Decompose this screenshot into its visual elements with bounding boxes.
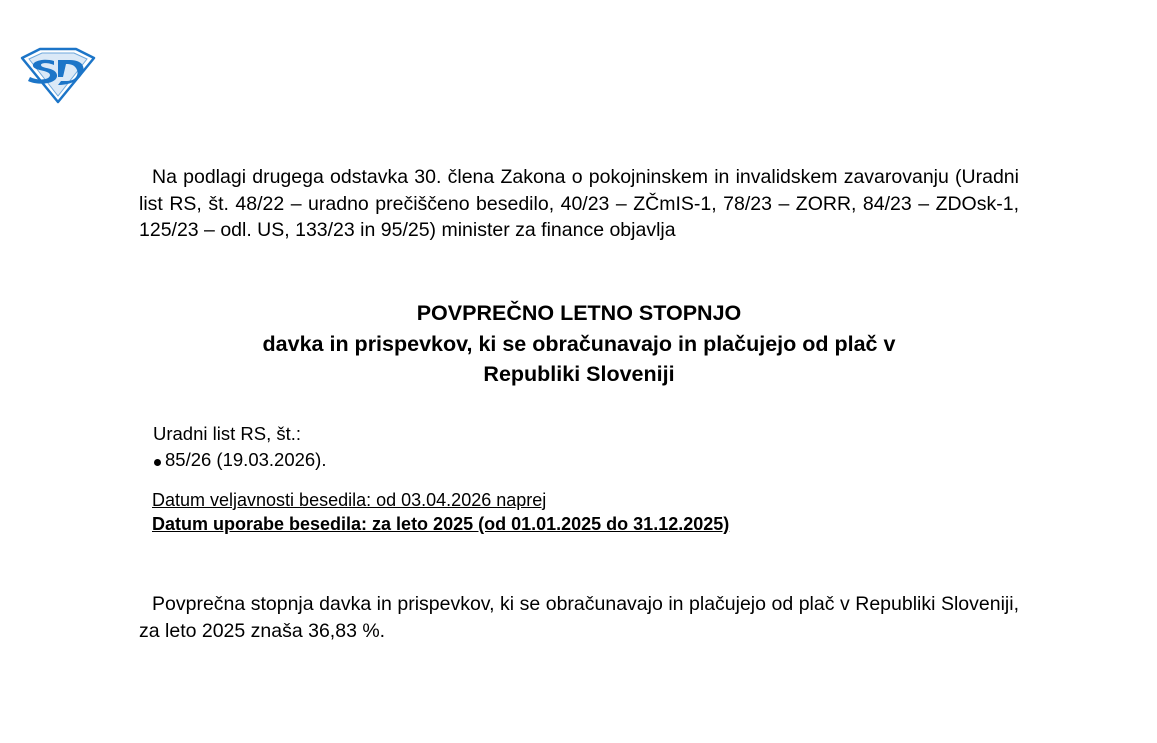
gazette-list (153, 448, 327, 472)
sd-shield-logo-icon (20, 46, 96, 104)
validity-date: Datum veljavnosti besedila: od 03.04.2026 naprej (152, 490, 547, 510)
usage-date: Datum uporabe besedila: za leto 2025 (od 01.01.2025 do 31.12.2025) (152, 514, 730, 534)
title-line-1: POVPREČNO LETNO STOPNJO (416, 301, 742, 325)
gazette-label: Uradni list RS, št.: (153, 423, 302, 444)
title-line-3: Republiki Sloveniji (483, 362, 675, 386)
result-paragraph: Povprečna stopnja davka in prispevkov, ki se obračunavajo in plačujejo od plač v Republiki Sloveniji, za leto 2025 znaša 36,83 %. (139, 593, 1019, 642)
intro-paragraph: Na podlagi drugega odstavka 30. člena Zakona o pokojninskem in invalidskem zavarovanju (Uradni list RS, št. 48/22 – uradno prečiščeno besedilo, 40/23 – ZČmIS-1, 78/23 – ZORR, 84/23 – ZDOsk-1, 125/23 – odl. US, 133/23 in 95/25) minister za finance objavlja (139, 166, 1019, 241)
gazette-list-item: 85/26 (19.03.2026). (153, 448, 327, 472)
title-line-2: davka in prispevkov, ki se obračunavajo in plačujejo od plač v (262, 331, 896, 356)
document-title (139, 298, 1019, 390)
